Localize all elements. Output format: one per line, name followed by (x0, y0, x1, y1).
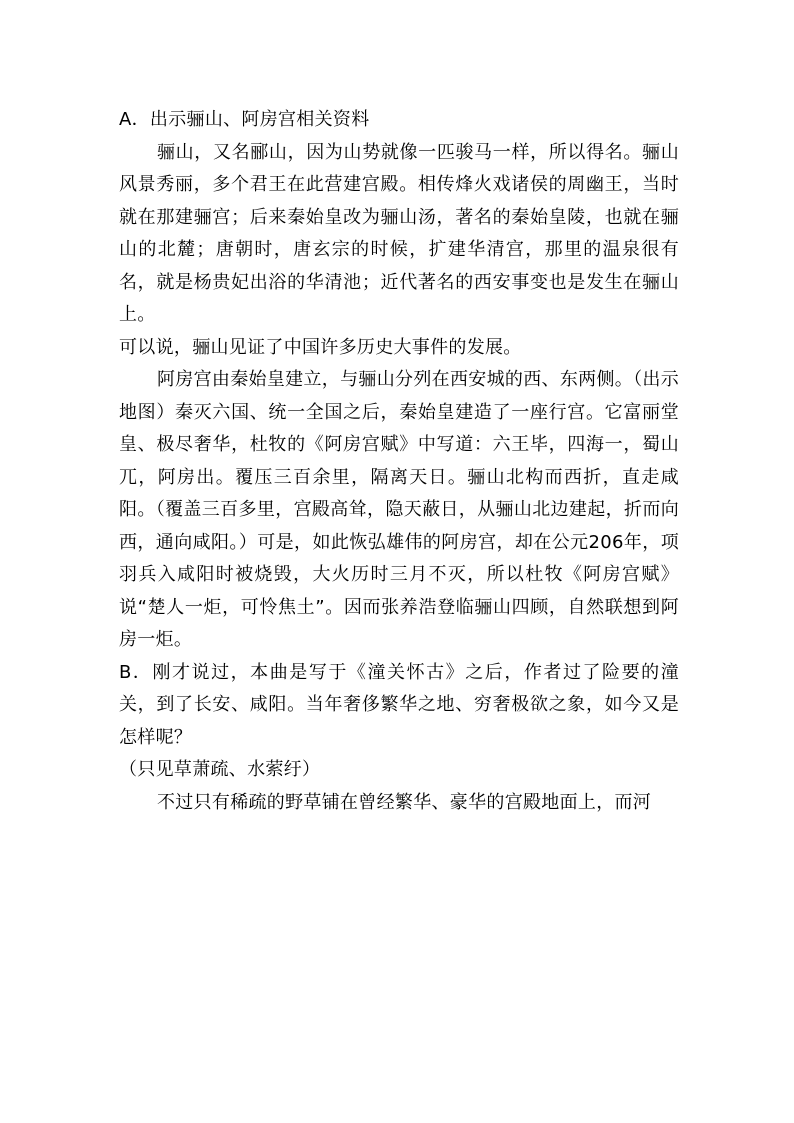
paragraph-section-b: B．刚才说过，本曲是写于《潼关怀古》之后，作者过了险要的潼关，到了长安、咸阳。当年奢侈繁华之地、穷奢极欲之象，如今又是怎样呢？ (119, 661, 679, 748)
paragraph-epang-palace: 阿房宫由秦始皇建立，与骊山分列在西安城的西、东两侧。（出示地图）秦灭六国、统一全国之后，秦始皇建造了一座行宫。它富丽堂皇、极尽奢华，杜牧的《阿房宫赋》中写道：六王毕，四海一，蜀山兀，阿房出。覆压三百余里，隔离天日。骊山北构而西折，直走咸阳。（覆盖三百多里，宫殿高耸，隐天蔽日，从骊山北边建起，折而向西，通向咸阳。）可是，如此恢弘雄伟的阿房宫，却在公元206年，项羽兵入咸阳时被烧毁，大火历时三月不灭，所以杜牧《阿房宫赋》说“楚人一炬，可怜焦土”。因而张养浩登临骊山四顾，自然联想到阿房一炬。 (119, 369, 679, 650)
document-body (119, 104, 679, 819)
paragraph-lishan-intro: 骊山，又名郦山，因为山势就像一匹骏马一样，所以得名。骊山风景秀丽，多个君王在此营建宫殿。相传烽火戏诸侯的周幽王，当时就在那建骊宫；后来秦始皇改为骊山汤，著名的秦始皇陵，也就在骊山的北麓；唐朝时，唐玄宗的时候，扩建华清宫，那里的温泉很有名，就是杨贵妃出浴的华清池；近代著名的西安事变也是发生在骊山上。 (119, 141, 679, 325)
paragraph-lishan-summary: 可以说，骊山见证了中国许多历史大事件的发展。 (119, 336, 522, 358)
section-a-heading: A．出示骊山、阿房宫相关资料 (119, 109, 370, 130)
paragraph-closing: 不过只有稀疏的野草铺在曾经繁华、豪华的宫殿地面上，而河 (157, 791, 652, 813)
paragraph-answer: （只见草萧疏、水萦纡） (119, 759, 321, 780)
